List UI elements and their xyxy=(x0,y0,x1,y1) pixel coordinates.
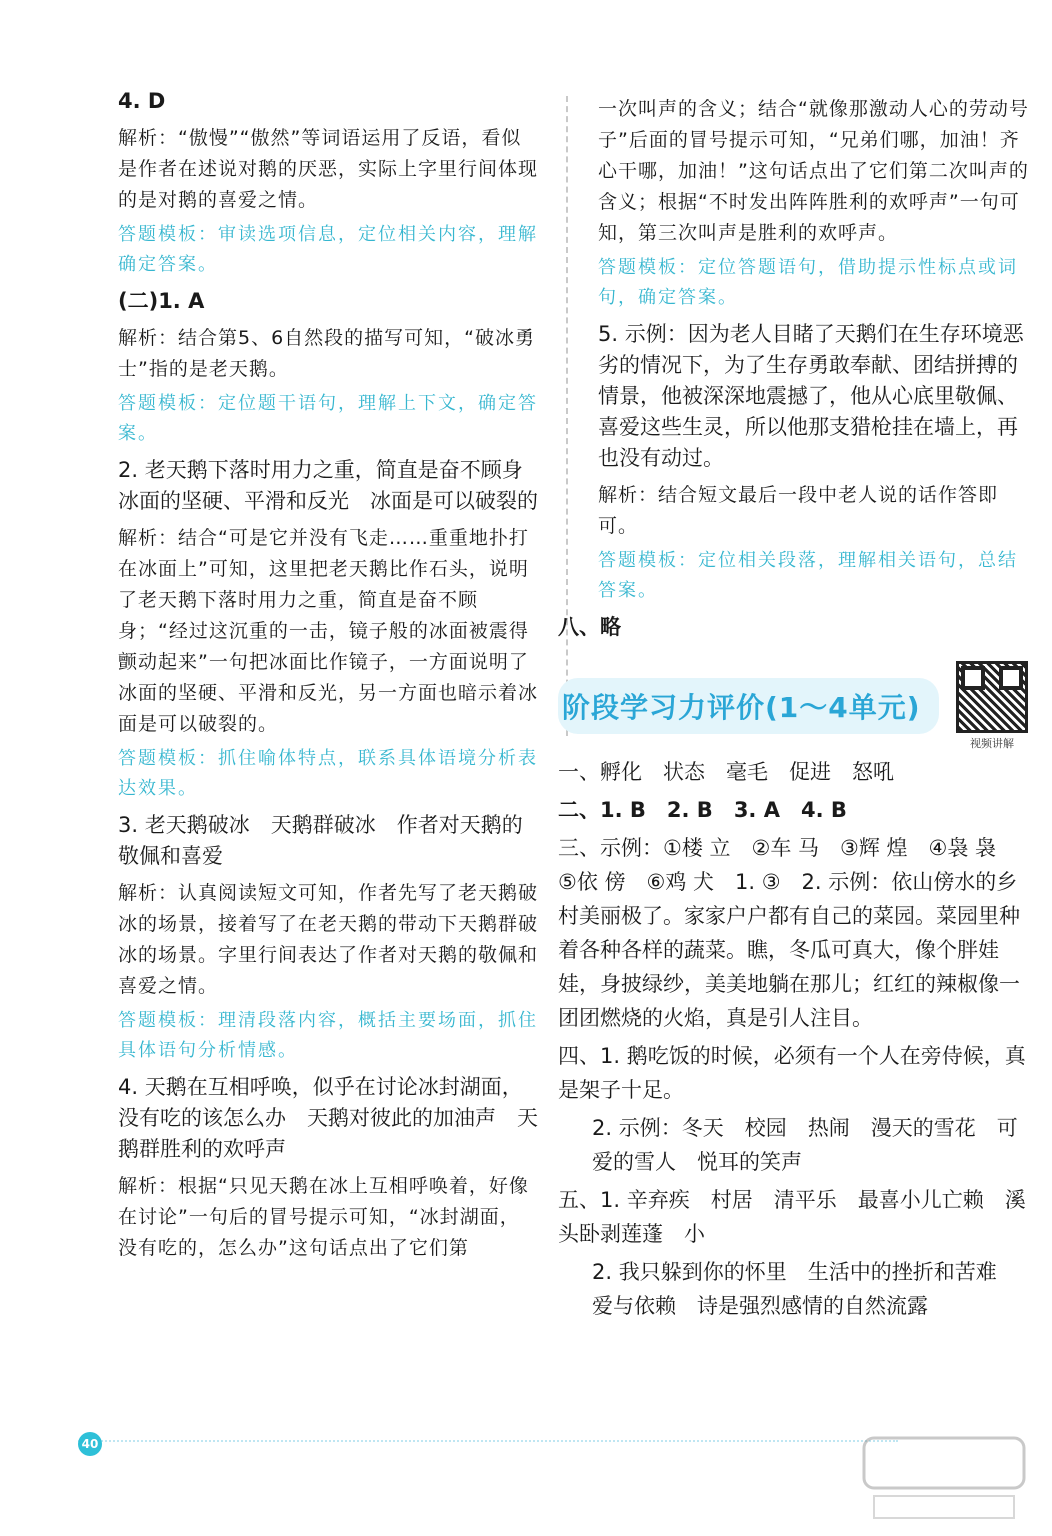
section-2-answer-1: (二)1. A xyxy=(118,289,205,313)
answer-3: 3. 老天鹅破冰 天鹅群破冰 作者对天鹅的敬佩和喜爱 xyxy=(118,813,523,868)
unit-review-answers xyxy=(558,755,1030,1323)
banner-title: 阶段学习力评价(1～4单元) xyxy=(558,678,939,734)
review-part-1: 一、孵化 状态 毫毛 促进 怒吼 xyxy=(558,760,894,784)
answer-2: 2. 老天鹅下落时用力之重，简直是奋不顾身 冰面的坚硬、平滑和反光 冰面是可以破裂的 xyxy=(118,458,544,513)
qr-code-icon xyxy=(956,661,1028,733)
review-part-2: 二、1. B 2. B 3. A 4. B xyxy=(558,798,847,822)
explanation-continued: 一次叫声的含义；结合“就像那激动人心的劳动号子”后面的冒号提示可知，“兄弟们哪，加油！齐心干哪，加油！”这句话点出了它们第二次叫声的含义；根据“不时发出阵阵胜利的欢呼声”一句可知，第三次叫声是胜利的欢呼声。 xyxy=(598,98,1029,244)
page-number-badge xyxy=(78,1432,102,1456)
answer-5: 5. 示例：因为老人目睹了天鹅们在生存环境恶劣的情况下，为了生存勇敢奉献、团结拼搏的情景，他被深深地震撼了，他从心底里敬佩、喜爱这些生灵，所以他那支猎枪挂在墙上，再也没有动过。 xyxy=(598,322,1024,470)
unit-review-banner xyxy=(558,661,1030,751)
explanation: 解析：“傲慢”“傲然”等词语运用了反语，看似是作者在述说对鹅的厌恶，实际上字里行间体现的是对鹅的喜爱之情。 xyxy=(118,127,539,211)
review-part-4-2: 2. 示例：冬天 校园 热闹 漫天的雪花 可爱的雪人 悦耳的笑声 xyxy=(592,1116,1018,1174)
answer-template: 答题模板：审读选项信息，定位相关内容，理解确定答案。 xyxy=(118,224,538,275)
answer-template: 答题模板：理清段落内容，概括主要场面，抓住具体语句分析情感。 xyxy=(118,1010,538,1061)
watermark-logo xyxy=(854,1428,1034,1528)
explanation: 解析：结合“可是它并没有飞走……重重地扑打在冰面上”可知，这里把老天鹅比作石头，说明了老天鹅下落时用力之重，简直是奋不顾身；“经过这沉重的一击，镜子般的冰面被震得颤动起来”一句把冰面比作镜子，一方面说明了冰面的坚硬、平滑和反光，另一方面也暗示着冰面是可以破裂的。 xyxy=(118,527,539,735)
explanation: 解析：结合短文最后一段中老人说的话作答即可。 xyxy=(598,484,999,537)
answer-4: 4. D xyxy=(118,89,166,113)
right-column xyxy=(558,80,1030,1323)
answer-template: 答题模板：定位答题语句，借助提示性标点或词句，确定答案。 xyxy=(598,257,1018,308)
answer-template: 答题模板：定位相关段落，理解相关语句，总结答案。 xyxy=(598,550,1018,601)
video-qr[interactable] xyxy=(954,661,1030,751)
explanation: 解析：认真阅读短文可知，作者先写了老天鹅破冰的场景，接着写了在老天鹅的带动下天鹅群破冰的场景。字里行间表达了作者对天鹅的敬佩和喜爱之情。 xyxy=(118,882,539,997)
answer-4b: 4. 天鹅在互相呼唤，似乎在讨论冰封湖面，没有吃的该怎么办 天鹅对彼此的加油声 天鹅群胜利的欢呼声 xyxy=(118,1075,538,1161)
review-part-5-1: 五、1. 辛弃疾 村居 清平乐 最喜小儿亡赖 溪头卧剥莲蓬 小 xyxy=(558,1188,1026,1246)
section-8-answer: 八、略 xyxy=(558,615,621,639)
page-number: 40 xyxy=(78,1432,102,1456)
review-part-3: 三、示例：①楼 立 ②车 马 ③辉 煌 ④袅 袅 ⑤依 傍 ⑥鸡 犬 1. ③ 2. 示例：依山傍水的乡村美丽极了。家家户户都有自己的菜园。菜园里种着各种各样的蔬菜。瞧，冬瓜可真大，像个胖娃娃，身披绿纱，美美地躺在那儿；红红的辣椒像一团团燃烧的火焰，真是引人注目。 xyxy=(558,836,1020,1030)
answer-template: 答题模板：抓住喻体特点，联系具体语境分析表达效果。 xyxy=(118,748,538,799)
explanation: 解析：结合第5、6自然段的描写可知，“破冰勇士”指的是老天鹅。 xyxy=(118,327,536,380)
left-column xyxy=(118,80,544,1264)
explanation: 解析：根据“只见天鹅在冰上互相呼唤着，好像在讨论”一句后的冒号提示可知，“冰封湖面，没有吃的，怎么办”这句话点出了它们第 xyxy=(118,1175,529,1259)
page-footer-rule xyxy=(78,1440,898,1462)
review-part-4-1: 四、1. 鹅吃饭的时候，必须有一个人在旁侍候，真是架子十足。 xyxy=(558,1044,1026,1102)
review-part-5-2: 2. 我只躲到你的怀里 生活中的挫折和苦难 爱与依赖 诗是强烈感情的自然流露 xyxy=(592,1260,1018,1318)
qr-label: 视频讲解 xyxy=(970,737,1014,750)
answer-template: 答题模板：定位题干语句，理解上下文，确定答案。 xyxy=(118,393,538,444)
